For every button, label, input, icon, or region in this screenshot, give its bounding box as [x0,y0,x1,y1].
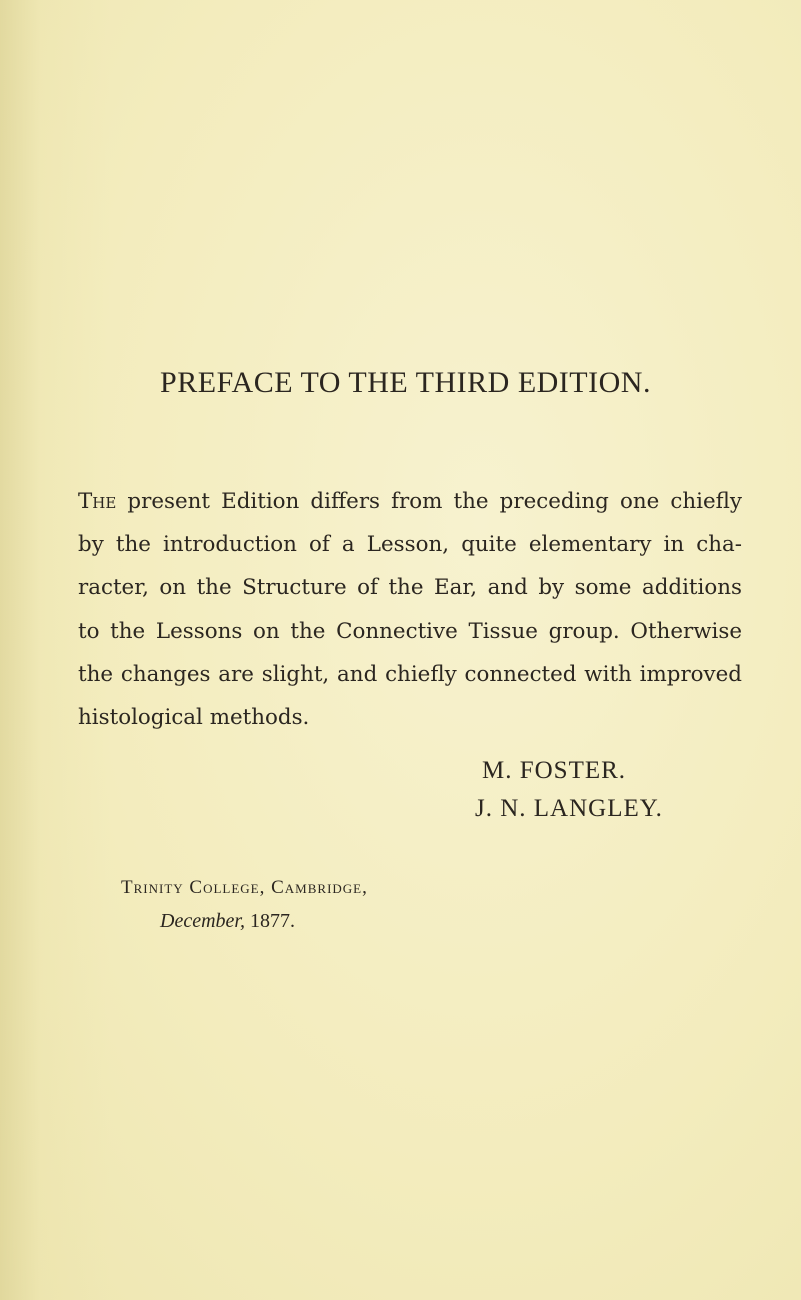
paragraph-line: racter, on the Structure of the Ear, and by some additions [78,575,742,601]
paragraph-line: histological methods. [78,705,310,731]
dateline-year: 1877. [249,910,295,932]
signature-author-2: J. N. LANGLEY. [475,795,663,822]
signature-author-1: M. FOSTER. [482,757,627,784]
dateline-month: December, [160,910,245,932]
lead-word: The [78,489,117,514]
paragraph-line: to the Lessons on the Connective Tissue group. Otherwise [78,618,742,644]
page-title-text: PREFACE TO THE THIRD EDITION. [160,366,651,399]
paragraph-line-text: present Edition differs from the preceding one chiefly [116,489,742,514]
preface-paragraph [78,480,742,739]
page-title [0,366,801,400]
signature-block [475,752,663,828]
paragraph-line [78,480,742,523]
dateline-place: Trinity College, Cambridge, [121,877,368,898]
paragraph-line: by the introduction of a Lesson, quite elementary in cha- [78,532,742,558]
paragraph-line: the changes are slight, and chiefly connected with improved [78,661,742,687]
dateline-date [160,906,295,936]
